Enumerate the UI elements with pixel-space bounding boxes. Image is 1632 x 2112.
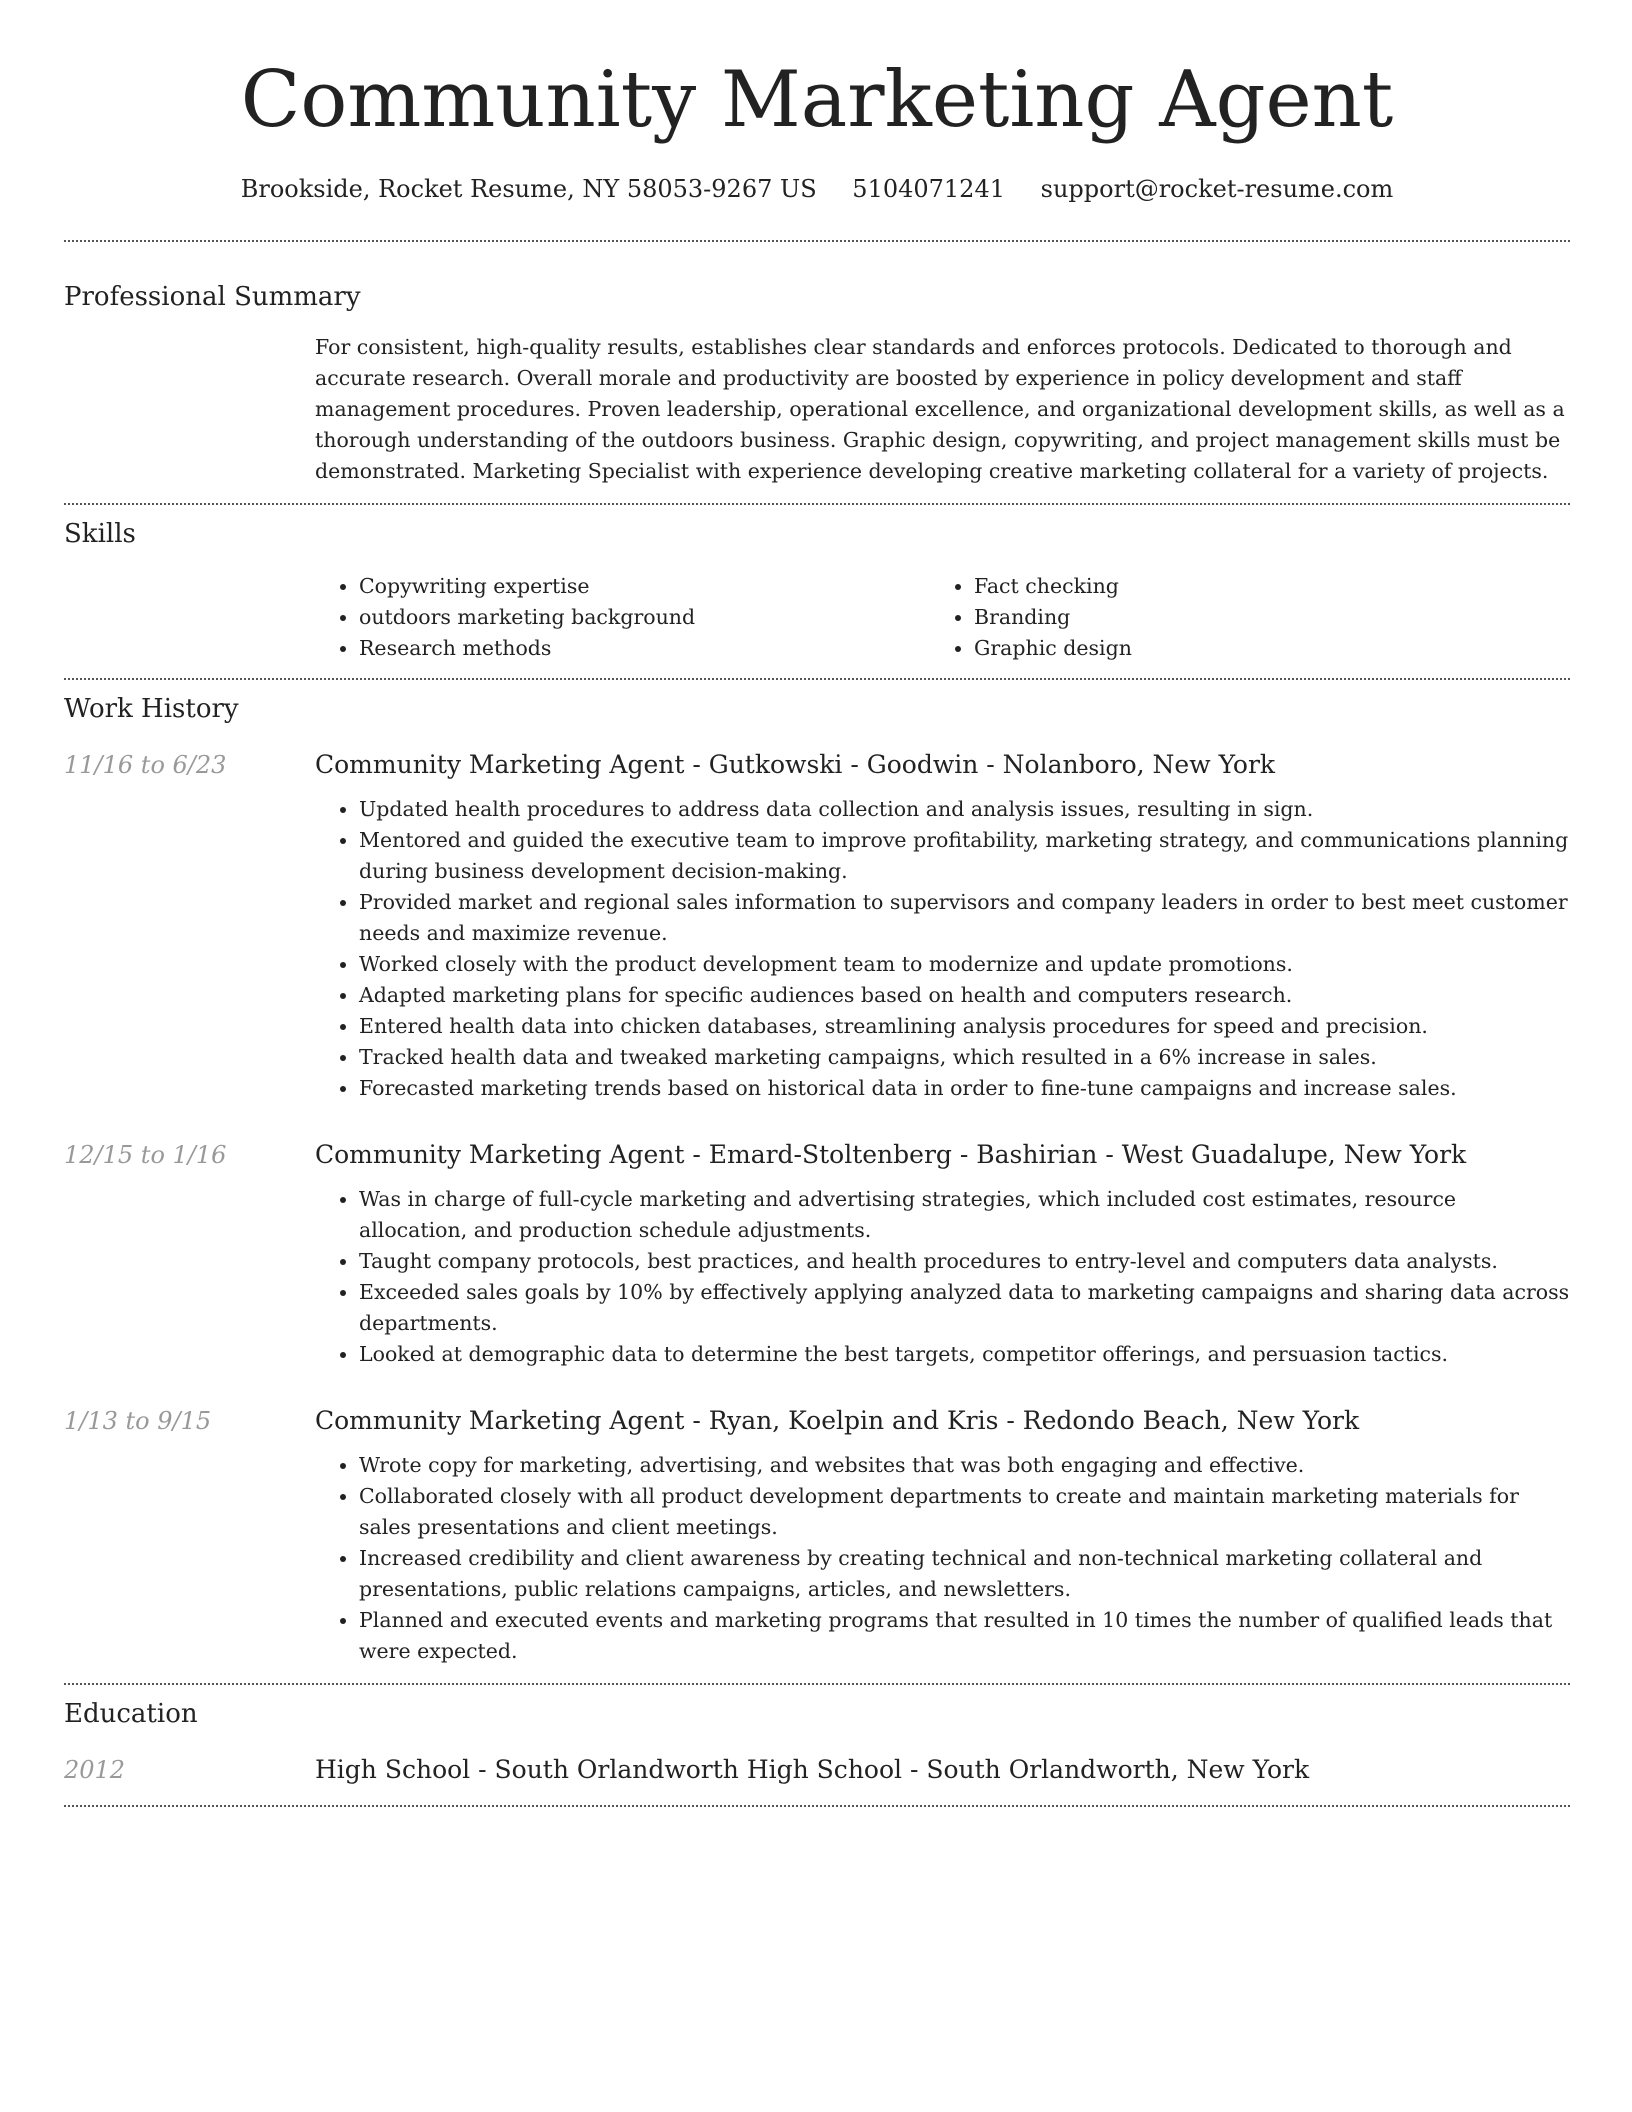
- summary-heading: Professional Summary: [64, 282, 361, 312]
- resume-name: Community Marketing Agent: [240, 55, 1394, 145]
- skill-item: • Research methods: [359, 633, 930, 664]
- job-date: 12/15 to 1/16: [64, 1141, 227, 1169]
- education-heading: Education: [64, 1699, 198, 1729]
- skill-item: • Copywriting expertise: [359, 571, 930, 602]
- job-bullet: • Mentored and guided the executive team to improve profitability, marketing strategy, and communications planning during business development decision-making.: [359, 825, 1570, 887]
- contact-line: [64, 172, 1570, 206]
- summary-text: For consistent, high-quality results, establishes clear standards and enforces protocols. Dedicated to thorough and accurate research. Overall morale and productivity are boosted by experience in policy development and staff management procedures. Proven leadership, operational excellence, and organizational development skills, as well as a thorough understanding of the outdoors business. Graphic design, copywriting, and project management skills must be demonstrated. Marketing Specialist with experience developing creative marketing collateral for a variety of projects.: [315, 335, 1565, 483]
- job-title: Community Marketing Agent - Emard-Stoltenberg - Bashirian - West Guadalupe, New York: [315, 1140, 1467, 1169]
- job-title: Community Marketing Agent - Gutkowski - Goodwin - Nolanboro, New York: [315, 750, 1276, 779]
- education-entry: [64, 1753, 1570, 1787]
- skill-item: • outdoors marketing background: [359, 602, 930, 633]
- job-title: Community Marketing Agent - Ryan, Koelpin and Kris - Redondo Beach, New York: [315, 1406, 1360, 1435]
- job-bullet: • Tracked health data and tweaked marketing campaigns, which resulted in a 6% increase in sales.: [359, 1042, 1570, 1073]
- contact-phone: 5104071241: [852, 175, 1005, 203]
- job-entry: [64, 1404, 1570, 1667]
- skills-heading: Skills: [64, 519, 136, 549]
- work-section: [64, 680, 1570, 1667]
- skills-column-right: [930, 571, 1545, 664]
- job-bullet: • Collaborated closely with all product development departments to create and maintain marketing materials for sales presentations and client meetings.: [359, 1481, 1570, 1543]
- skill-item: • Branding: [974, 602, 1545, 633]
- job-bullet: • Looked at demographic data to determine the best targets, competitor offerings, and persuasion tactics.: [359, 1339, 1570, 1370]
- job-bullet: • Updated health procedures to address data collection and analysis issues, resulting in sign.: [359, 794, 1570, 825]
- skill-item: • Fact checking: [974, 571, 1545, 602]
- job-bullet: • Wrote copy for marketing, advertising, and websites that was both engaging and effective.: [359, 1450, 1570, 1481]
- job-bullet: • Planned and executed events and marketing programs that resulted in 10 times the number of qualified leads that were expected.: [359, 1605, 1570, 1667]
- job-bullet: • Exceeded sales goals by 10% by effectively applying analyzed data to marketing campaigns and sharing data across departments.: [359, 1277, 1570, 1339]
- job-bullets: [315, 1184, 1570, 1370]
- job-bullet: • Was in charge of full-cycle marketing and advertising strategies, which included cost estimates, resource allocation, and production schedule adjustments.: [359, 1184, 1570, 1246]
- job-bullet: • Provided market and regional sales information to supervisors and company leaders in order to best meet customer needs and maximize revenue.: [359, 887, 1570, 949]
- resume-page: [64, 0, 1570, 1807]
- contact-address: Brookside, Rocket Resume, NY 58053-9267 US: [240, 175, 817, 203]
- contact-email: support@rocket-resume.com: [1040, 175, 1394, 203]
- job-entry: [64, 1138, 1570, 1370]
- education-section: [64, 1685, 1570, 1787]
- work-heading: Work History: [64, 694, 239, 724]
- job-date: 11/16 to 6/23: [64, 751, 227, 779]
- divider: [64, 1805, 1570, 1807]
- job-date: 1/13 to 9/15: [64, 1407, 212, 1435]
- job-bullet: • Taught company protocols, best practices, and health procedures to entry-level and computers data analysts.: [359, 1246, 1570, 1277]
- summary-section: [64, 242, 1570, 487]
- skill-item: • Graphic design: [974, 633, 1545, 664]
- skills-grid: [315, 571, 1570, 664]
- job-bullets: [315, 1450, 1570, 1667]
- skills-column-left: [315, 571, 930, 664]
- job-bullet: • Entered health data into chicken databases, streamlining analysis procedures for speed and precision.: [359, 1011, 1570, 1042]
- job-bullet: • Forecasted marketing trends based on historical data in order to fine-tune campaigns and increase sales.: [359, 1073, 1570, 1104]
- skills-section: [64, 505, 1570, 664]
- education-title: High School - South Orlandworth High School - South Orlandworth, New York: [315, 1755, 1310, 1784]
- job-bullets: [315, 794, 1570, 1104]
- job-bullet: • Increased credibility and client awareness by creating technical and non-technical marketing collateral and presentations, public relations campaigns, articles, and newsletters.: [359, 1543, 1570, 1605]
- job-entry: [64, 748, 1570, 1104]
- education-date: 2012: [64, 1756, 126, 1784]
- job-bullet: • Adapted marketing plans for specific audiences based on health and computers research.: [359, 980, 1570, 1011]
- job-bullet: • Worked closely with the product development team to modernize and update promotions.: [359, 949, 1570, 980]
